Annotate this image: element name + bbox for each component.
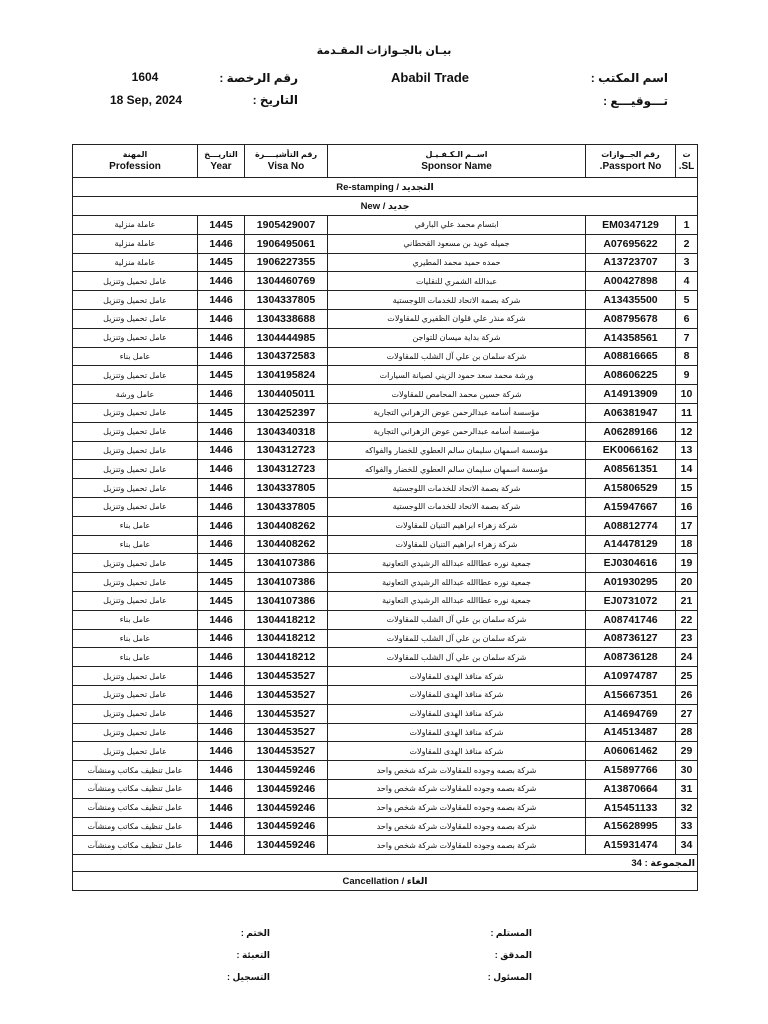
sl-cell: 1 bbox=[676, 216, 698, 235]
visa-number-cell: 1304107386 bbox=[245, 573, 328, 592]
passport-number-cell: A06381947 bbox=[586, 403, 676, 422]
table-row bbox=[73, 648, 698, 667]
table-row bbox=[73, 573, 698, 592]
table-row bbox=[73, 234, 698, 253]
profession-cell: عامل بناء bbox=[73, 648, 198, 667]
passport-number-cell: A08795678 bbox=[586, 309, 676, 328]
sponsor-name-cell: شركة سلمان بن علي آل الشلب للمقاولات bbox=[328, 629, 586, 648]
sponsor-name-cell: شركة منافذ الهدى للمقاولات bbox=[328, 742, 586, 761]
passport-number-cell: A15451133 bbox=[586, 798, 676, 817]
sl-cell: 12 bbox=[676, 422, 698, 441]
sl-cell: 17 bbox=[676, 516, 698, 535]
visa-number-cell: 1304252397 bbox=[245, 403, 328, 422]
visa-number-cell: 1304372583 bbox=[245, 347, 328, 366]
sponsor-name-cell: شركة منذر علي قلوان الظفيري للمقاولات bbox=[328, 309, 586, 328]
visa-number-cell: 1304337805 bbox=[245, 291, 328, 310]
year-cell: 1446 bbox=[198, 723, 245, 742]
table-row bbox=[73, 535, 698, 554]
year-cell: 1446 bbox=[198, 817, 245, 836]
responsible-label: المسئول : bbox=[487, 972, 532, 982]
year-cell: 1446 bbox=[198, 422, 245, 441]
sl-cell: 27 bbox=[676, 704, 698, 723]
profession-cell: عامل تحميل وتنزيل bbox=[73, 704, 198, 723]
passport-number-cell: A08812774 bbox=[586, 516, 676, 535]
profession-cell: عامل تحميل وتنزيل bbox=[73, 573, 198, 592]
sl-cell: 29 bbox=[676, 742, 698, 761]
passport-number-cell: A08736127 bbox=[586, 629, 676, 648]
sl-column-header: ت SL. bbox=[676, 145, 698, 178]
year-cell: 1446 bbox=[198, 516, 245, 535]
visa-number-cell: 1304337805 bbox=[245, 497, 328, 516]
table-row bbox=[73, 685, 698, 704]
year-cell: 1445 bbox=[198, 573, 245, 592]
sl-cell: 7 bbox=[676, 328, 698, 347]
table-row bbox=[73, 253, 698, 272]
profession-cell: عامل تنظيف مكاتب ومنشآت bbox=[73, 798, 198, 817]
table-row bbox=[73, 836, 698, 855]
document-title: بيـان بالجـوازات المقـدمة bbox=[316, 45, 452, 57]
sl-cell: 33 bbox=[676, 817, 698, 836]
year-cell: 1446 bbox=[198, 610, 245, 629]
profession-cell: عامل تحميل وتنزيل bbox=[73, 685, 198, 704]
passport-number-cell: A14913909 bbox=[586, 385, 676, 404]
passport-number-cell: A08736128 bbox=[586, 648, 676, 667]
year-cell: 1446 bbox=[198, 761, 245, 780]
sponsor-name-cell: عبدالله الشمري للنقليات bbox=[328, 272, 586, 291]
passport-number-cell: A14513487 bbox=[586, 723, 676, 742]
table-row bbox=[73, 309, 698, 328]
sponsor-name-cell: شركة بصمه وجوده للمقاولات شركة شخص واحد bbox=[328, 817, 586, 836]
sponsor-name-cell: شركة سلمان بن علي آل الشلب للمقاولات bbox=[328, 347, 586, 366]
table-row bbox=[73, 347, 698, 366]
table-row bbox=[73, 366, 698, 385]
table-row bbox=[73, 479, 698, 498]
year-cell: 1446 bbox=[198, 234, 245, 253]
office-name: Ababil Trade bbox=[390, 70, 470, 85]
visa-number-cell: 1304338688 bbox=[245, 309, 328, 328]
table-row bbox=[73, 629, 698, 648]
year-cell: 1446 bbox=[198, 685, 245, 704]
sponsor-name-cell: شركة بصمه وجوده للمقاولات شركة شخص واحد bbox=[328, 798, 586, 817]
year-cell: 1446 bbox=[198, 667, 245, 686]
visa-number-cell: 1906227355 bbox=[245, 253, 328, 272]
registration-label: التسجيل : bbox=[227, 972, 270, 982]
profession-cell: عامل تحميل وتنزيل bbox=[73, 554, 198, 573]
table-row bbox=[73, 798, 698, 817]
table-row bbox=[73, 723, 698, 742]
year-cell: 1446 bbox=[198, 479, 245, 498]
year-cell: 1445 bbox=[198, 366, 245, 385]
sponsor-name-cell: شركة سلمان بن علي آل الشلب للمقاولات bbox=[328, 648, 586, 667]
profession-cell: عامل بناء bbox=[73, 629, 198, 648]
visa-number-cell: 1304312723 bbox=[245, 441, 328, 460]
table-header-row bbox=[73, 145, 698, 178]
year-cell: 1446 bbox=[198, 460, 245, 479]
sl-cell: 31 bbox=[676, 779, 698, 798]
table-row bbox=[73, 441, 698, 460]
sl-cell: 18 bbox=[676, 535, 698, 554]
year-cell: 1446 bbox=[198, 648, 245, 667]
sl-cell: 20 bbox=[676, 573, 698, 592]
table-row bbox=[73, 291, 698, 310]
year-cell: 1446 bbox=[198, 629, 245, 648]
profession-cell: عامل تحميل وتنزيل bbox=[73, 403, 198, 422]
year-cell: 1445 bbox=[198, 403, 245, 422]
sponsor-name-cell: مؤسسة اسمهان سليمان سالم العطوي للخضار والفواكه bbox=[328, 441, 586, 460]
sl-cell: 22 bbox=[676, 610, 698, 629]
profession-cell: عامل بناء bbox=[73, 610, 198, 629]
sl-cell: 16 bbox=[676, 497, 698, 516]
profession-cell: عامل تحميل وتنزيل bbox=[73, 366, 198, 385]
year-cell: 1446 bbox=[198, 798, 245, 817]
checker-label: المدقق : bbox=[494, 950, 532, 960]
visa-number-cell: 1304453527 bbox=[245, 685, 328, 704]
profession-cell: عامل تحميل وتنزيل bbox=[73, 667, 198, 686]
sponsor-name-cell: شركة زهراء ابراهيم التنيان للمقاولات bbox=[328, 535, 586, 554]
sponsor-name-cell: شركة زهراء ابراهيم التنيان للمقاولات bbox=[328, 516, 586, 535]
sl-cell: 14 bbox=[676, 460, 698, 479]
table-row bbox=[73, 385, 698, 404]
sponsor-name-cell: شركة بداية ميسان للتواجن bbox=[328, 328, 586, 347]
passport-column-header: رقم الجــوازات Passport No. bbox=[586, 145, 676, 178]
visa-number-cell: 1304107386 bbox=[245, 554, 328, 573]
profession-cell: عامل تحميل وتنزيل bbox=[73, 309, 198, 328]
visa-number-cell: 1304418212 bbox=[245, 648, 328, 667]
passport-number-cell: A06289166 bbox=[586, 422, 676, 441]
table-row bbox=[73, 761, 698, 780]
profession-cell: عامل تحميل وتنزيل bbox=[73, 591, 198, 610]
sponsor-name-cell: ابتسام محمد علي البارقي bbox=[328, 216, 586, 235]
year-cell: 1446 bbox=[198, 272, 245, 291]
passports-table bbox=[72, 144, 698, 891]
table-row bbox=[73, 610, 698, 629]
sponsor-name-cell: شركة بصمة الاتحاد للخدمات اللوجستية bbox=[328, 291, 586, 310]
passport-number-cell: EM0347129 bbox=[586, 216, 676, 235]
office-label: اسم المكتب : bbox=[590, 71, 668, 85]
year-cell: 1446 bbox=[198, 385, 245, 404]
profession-cell: عاملة منزلية bbox=[73, 216, 198, 235]
sponsor-name-cell: شركة منافذ الهدى للمقاولات bbox=[328, 685, 586, 704]
passport-number-cell: A14478129 bbox=[586, 535, 676, 554]
year-cell: 1446 bbox=[198, 535, 245, 554]
sponsor-name-cell: شركة بصمه وجوده للمقاولات شركة شخص واحد bbox=[328, 836, 586, 855]
visa-number-cell: 1304195824 bbox=[245, 366, 328, 385]
sponsor-name-cell: شركة بصمه وجوده للمقاولات شركة شخص واحد bbox=[328, 761, 586, 780]
table-row bbox=[73, 272, 698, 291]
table-row bbox=[73, 460, 698, 479]
table-row bbox=[73, 216, 698, 235]
date-label: التاريخ : bbox=[252, 93, 298, 107]
passport-number-cell: A01930295 bbox=[586, 573, 676, 592]
passport-number-cell: A13723707 bbox=[586, 253, 676, 272]
passport-number-cell: EJ0731072 bbox=[586, 591, 676, 610]
year-cell: 1445 bbox=[198, 253, 245, 272]
visa-number-cell: 1304459246 bbox=[245, 817, 328, 836]
profession-cell: عامل تحميل وتنزيل bbox=[73, 328, 198, 347]
sponsor-name-cell: شركة منافذ الهدى للمقاولات bbox=[328, 723, 586, 742]
sponsor-name-cell: ورشة محمد سعد حمود الزيني لصيانة السيارات bbox=[328, 366, 586, 385]
sponsor-name-cell: جمعية نوره عطاالله عبدالله الرشيدي التعاونية bbox=[328, 573, 586, 592]
profession-cell: عامل تحميل وتنزيل bbox=[73, 441, 198, 460]
visa-number-cell: 1304459246 bbox=[245, 836, 328, 855]
table-row bbox=[73, 591, 698, 610]
table-row bbox=[73, 403, 698, 422]
visa-number-cell: 1304340318 bbox=[245, 422, 328, 441]
profession-cell: عامل تنظيف مكاتب ومنشآت bbox=[73, 779, 198, 798]
sponsor-name-cell: شركة منافذ الهدى للمقاولات bbox=[328, 667, 586, 686]
profession-cell: عامل تنظيف مكاتب ومنشآت bbox=[73, 761, 198, 780]
profession-cell: عاملة منزلية bbox=[73, 234, 198, 253]
section-cancellation: الغاء / Cancellation bbox=[73, 872, 698, 891]
passport-number-cell: A15897766 bbox=[586, 761, 676, 780]
sl-cell: 19 bbox=[676, 554, 698, 573]
passport-number-cell: A13435500 bbox=[586, 291, 676, 310]
year-cell: 1445 bbox=[198, 554, 245, 573]
table-row bbox=[73, 422, 698, 441]
license-label: رقم الرخصة : bbox=[219, 71, 298, 85]
table-row bbox=[73, 516, 698, 535]
sl-cell: 23 bbox=[676, 629, 698, 648]
entry-label: التعبئة : bbox=[236, 950, 270, 960]
sl-cell: 2 bbox=[676, 234, 698, 253]
passport-number-cell: A15931474 bbox=[586, 836, 676, 855]
year-cell: 1445 bbox=[198, 591, 245, 610]
visa-number-cell: 1304408262 bbox=[245, 535, 328, 554]
passport-number-cell: A14694769 bbox=[586, 704, 676, 723]
profession-cell: عامل بناء bbox=[73, 516, 198, 535]
sl-cell: 15 bbox=[676, 479, 698, 498]
visa-number-cell: 1304459246 bbox=[245, 761, 328, 780]
year-cell: 1446 bbox=[198, 328, 245, 347]
profession-cell: عامل بناء bbox=[73, 535, 198, 554]
table-row bbox=[73, 554, 698, 573]
passport-number-cell: A13870664 bbox=[586, 779, 676, 798]
passport-number-cell: A14358561 bbox=[586, 328, 676, 347]
visa-number-cell: 1906495061 bbox=[245, 234, 328, 253]
sl-cell: 30 bbox=[676, 761, 698, 780]
passport-number-cell: A08741746 bbox=[586, 610, 676, 629]
table-row bbox=[73, 742, 698, 761]
passport-number-cell: A00427898 bbox=[586, 272, 676, 291]
sl-cell: 3 bbox=[676, 253, 698, 272]
profession-cell: عامل تحميل وتنزيل bbox=[73, 272, 198, 291]
table-row bbox=[73, 704, 698, 723]
visa-number-cell: 1304459246 bbox=[245, 779, 328, 798]
visa-number-cell: 1304337805 bbox=[245, 479, 328, 498]
year-cell: 1445 bbox=[198, 216, 245, 235]
passport-number-cell: A08561351 bbox=[586, 460, 676, 479]
signature-label: تـــوقيـــع : bbox=[603, 94, 668, 108]
visa-number-cell: 1304107386 bbox=[245, 591, 328, 610]
passport-number-cell: A08816665 bbox=[586, 347, 676, 366]
profession-cell: عامل تحميل وتنزيل bbox=[73, 723, 198, 742]
passport-number-cell: A15806529 bbox=[586, 479, 676, 498]
profession-cell: عامل ورشة bbox=[73, 385, 198, 404]
sponsor-name-cell: مؤسسة اسمهان سليمان سالم العطوي للخضار والفواكه bbox=[328, 460, 586, 479]
sl-cell: 24 bbox=[676, 648, 698, 667]
sl-cell: 25 bbox=[676, 667, 698, 686]
visa-number-cell: 1304418212 bbox=[245, 629, 328, 648]
year-column-header: التاريـــخ Year bbox=[198, 145, 245, 178]
passport-number-cell: A15628995 bbox=[586, 817, 676, 836]
sl-cell: 26 bbox=[676, 685, 698, 704]
year-cell: 1446 bbox=[198, 347, 245, 366]
table-row bbox=[73, 779, 698, 798]
profession-cell: عاملة منزلية bbox=[73, 253, 198, 272]
sponsor-name-cell: جمعية نوره عطاالله عبدالله الرشيدي التعاونية bbox=[328, 591, 586, 610]
visa-number-cell: 1304453527 bbox=[245, 667, 328, 686]
passport-number-cell: A07695622 bbox=[586, 234, 676, 253]
sl-cell: 9 bbox=[676, 366, 698, 385]
visa-number-cell: 1905429007 bbox=[245, 216, 328, 235]
visa-number-cell: 1304312723 bbox=[245, 460, 328, 479]
license-number: 1604 bbox=[131, 70, 159, 84]
year-cell: 1446 bbox=[198, 291, 245, 310]
sl-cell: 32 bbox=[676, 798, 698, 817]
sl-cell: 5 bbox=[676, 291, 698, 310]
document-date: 18 Sep, 2024 bbox=[109, 93, 183, 107]
profession-cell: عامل تحميل وتنزيل bbox=[73, 291, 198, 310]
visa-number-cell: 1304408262 bbox=[245, 516, 328, 535]
visa-number-cell: 1304460769 bbox=[245, 272, 328, 291]
profession-cell: عامل بناء bbox=[73, 347, 198, 366]
sl-cell: 8 bbox=[676, 347, 698, 366]
visa-number-cell: 1304453527 bbox=[245, 704, 328, 723]
sponsor-name-cell: مؤسسة أسامه عبدالرحمن عوض الزهراني التجارية bbox=[328, 422, 586, 441]
receiver-label: المستلم : bbox=[490, 928, 532, 938]
sponsor-name-cell: حمده حميد محمد المطيري bbox=[328, 253, 586, 272]
sponsor-name-cell: شركة بصمة الاتحاد للخدمات اللوجستية bbox=[328, 497, 586, 516]
sponsor-column-header: اســم الـكـفـيـل Sponsor Name bbox=[328, 145, 586, 178]
passport-number-cell: A15947667 bbox=[586, 497, 676, 516]
profession-cell: عامل تحميل وتنزيل bbox=[73, 742, 198, 761]
stamp-label: الختم : bbox=[240, 928, 270, 938]
sponsor-name-cell: شركة بصمه وجوده للمقاولات شركة شخص واحد bbox=[328, 779, 586, 798]
passport-number-cell: EJ0304616 bbox=[586, 554, 676, 573]
section-restamping: التجديد / Re-stamping bbox=[73, 178, 698, 197]
profession-cell: عامل تحميل وتنزيل bbox=[73, 422, 198, 441]
sl-cell: 13 bbox=[676, 441, 698, 460]
year-cell: 1446 bbox=[198, 836, 245, 855]
sl-cell: 28 bbox=[676, 723, 698, 742]
profession-cell: عامل تحميل وتنزيل bbox=[73, 479, 198, 498]
sponsor-name-cell: شركة بصمة الاتحاد للخدمات اللوجستية bbox=[328, 479, 586, 498]
visa-column-header: رقم التأشيــــرة Visa No bbox=[245, 145, 328, 178]
table-row bbox=[73, 328, 698, 347]
passport-number-cell: A08606225 bbox=[586, 366, 676, 385]
table-row bbox=[73, 497, 698, 516]
table-row bbox=[73, 817, 698, 836]
total-row: المجموعة : 34 bbox=[73, 855, 698, 872]
profession-cell: عامل تحميل وتنزيل bbox=[73, 460, 198, 479]
passport-number-cell: A06061462 bbox=[586, 742, 676, 761]
profession-column-header: المهنة Profession bbox=[73, 145, 198, 178]
visa-number-cell: 1304405011 bbox=[245, 385, 328, 404]
sl-cell: 11 bbox=[676, 403, 698, 422]
sl-cell: 34 bbox=[676, 836, 698, 855]
passport-number-cell: A15667351 bbox=[586, 685, 676, 704]
sl-cell: 21 bbox=[676, 591, 698, 610]
year-cell: 1446 bbox=[198, 441, 245, 460]
visa-number-cell: 1304453527 bbox=[245, 723, 328, 742]
visa-number-cell: 1304418212 bbox=[245, 610, 328, 629]
profession-cell: عامل تنظيف مكاتب ومنشآت bbox=[73, 817, 198, 836]
sponsor-name-cell: مؤسسة أسامه عبدالرحمن عوض الزهراني التجارية bbox=[328, 403, 586, 422]
passport-number-cell: EK0066162 bbox=[586, 441, 676, 460]
year-cell: 1446 bbox=[198, 779, 245, 798]
visa-number-cell: 1304459246 bbox=[245, 798, 328, 817]
sponsor-name-cell: جميله عويد بن مسعود القحطاني bbox=[328, 234, 586, 253]
section-new: جديد / New bbox=[73, 197, 698, 216]
visa-number-cell: 1304444985 bbox=[245, 328, 328, 347]
sponsor-name-cell: شركة منافذ الهدى للمقاولات bbox=[328, 704, 586, 723]
year-cell: 1446 bbox=[198, 704, 245, 723]
sponsor-name-cell: شركة سلمان بن علي آل الشلب للمقاولات bbox=[328, 610, 586, 629]
sponsor-name-cell: جمعية نوره عطاالله عبدالله الرشيدي التعاونية bbox=[328, 554, 586, 573]
profession-cell: عامل تحميل وتنزيل bbox=[73, 497, 198, 516]
visa-number-cell: 1304453527 bbox=[245, 742, 328, 761]
year-cell: 1446 bbox=[198, 309, 245, 328]
profession-cell: عامل تنظيف مكاتب ومنشآت bbox=[73, 836, 198, 855]
table-row bbox=[73, 667, 698, 686]
year-cell: 1446 bbox=[198, 742, 245, 761]
sl-cell: 4 bbox=[676, 272, 698, 291]
sl-cell: 10 bbox=[676, 385, 698, 404]
sl-cell: 6 bbox=[676, 309, 698, 328]
year-cell: 1446 bbox=[198, 497, 245, 516]
passport-number-cell: A10974787 bbox=[586, 667, 676, 686]
sponsor-name-cell: شركة حسين محمد المحامص للمقاولات bbox=[328, 385, 586, 404]
